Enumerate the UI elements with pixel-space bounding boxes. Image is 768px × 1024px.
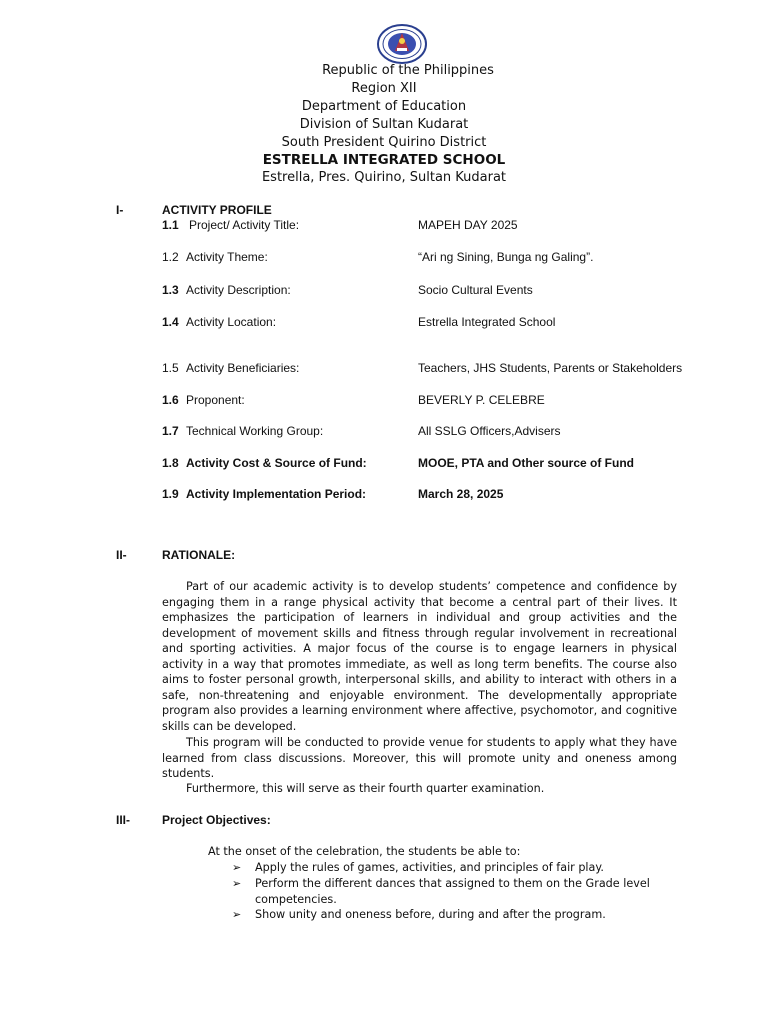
objective-item: ➢ Perform the different dances that assigned to them on the Grade level competencies. <box>232 877 650 906</box>
profile-row-description: 1.3 Activity Description: Socio Cultural Events <box>162 283 533 297</box>
arrowhead-bullet-icon: ➢ <box>232 861 242 874</box>
district-line: South President Quirino District <box>281 135 487 150</box>
profile-row-twg: 1.7 Technical Working Group: All SSLG Officers,Advisers <box>162 424 561 438</box>
profile-row-location: 1.4 Activity Location: Estrella Integrated School <box>162 315 556 329</box>
section-2-number: II- <box>116 548 127 562</box>
rationale-paragraph-2: This program will be conducted to provide venue for students to apply what they have learned from class discussions. Moreover, this will promote unity and oneness among students. <box>162 736 677 780</box>
arrowhead-bullet-icon: ➢ <box>232 908 242 921</box>
section-2-title: RATIONALE: <box>162 548 236 562</box>
objectives-intro: At the onset of the celebration, the students be able to: <box>208 845 521 858</box>
profile-row-proponent: 1.6 Proponent: BEVERLY P. CELEBRE <box>162 393 545 407</box>
section-3-number: III- <box>116 813 130 827</box>
department-line: Department of Education <box>301 99 467 114</box>
profile-row-beneficiaries: 1.5 Activity Beneficiaries: Teachers, JHS Students, Parents or Stakeholders <box>162 361 683 375</box>
rationale-paragraph-1: Part of our academic activity is to develop students’ competence and confidence by engaging them in a range physical activity that become a central part of their lives. It emphasizes the participation of learners in individual and group activities and the development of movement skills and fitness through regular involvement in recreational and sporting activities. A major focus of the course is to engage learners in physical activity in a way that promotes immediate, as well as long term benefits. The course also aims to foster personal growth, interpersonal skills, and ability to interact with others in a safe, non-threatening and enjoyable environment. The developmentally appropriate program also provides a learning environment where affective, psychomotor, and cognitive skills can be developed. <box>162 580 677 733</box>
profile-row-period: 1.9 Activity Implementation Period: March 28, 2025 <box>162 487 504 501</box>
profile-row-title: 1.1 Project/ Activity Title: MAPEH DAY 2025 <box>162 218 518 232</box>
rationale-paragraph-3: Furthermore, this will serve as their fourth quarter examination. <box>186 782 545 795</box>
section-1-number: I- <box>116 203 124 217</box>
section-3-title: Project Objectives: <box>162 813 271 827</box>
profile-row-cost: 1.8 Activity Cost & Source of Fund: MOOE, PTA and Other source of Fund <box>162 456 635 470</box>
objective-item: ➢ Apply the rules of games, activities, and principles of fair play. <box>232 861 604 874</box>
section-1-title: ACTIVITY PROFILE <box>162 203 272 217</box>
deped-seal-icon <box>377 24 427 64</box>
division-line: Division of Sultan Kudarat <box>299 117 469 132</box>
profile-row-theme: 1.2 Activity Theme: “Ari ng Sining, Bunga ng Galing”. <box>162 250 594 264</box>
arrowhead-bullet-icon: ➢ <box>232 877 242 890</box>
region-line: Region XII <box>351 81 417 96</box>
school-address: Estrella, Pres. Quirino, Sultan Kudarat <box>261 170 507 185</box>
school-name: ESTRELLA INTEGRATED SCHOOL <box>262 152 506 168</box>
objective-item: ➢ Show unity and oneness before, during and after the program. <box>232 908 606 921</box>
republic-line: Republic of the Philippines <box>322 63 494 78</box>
